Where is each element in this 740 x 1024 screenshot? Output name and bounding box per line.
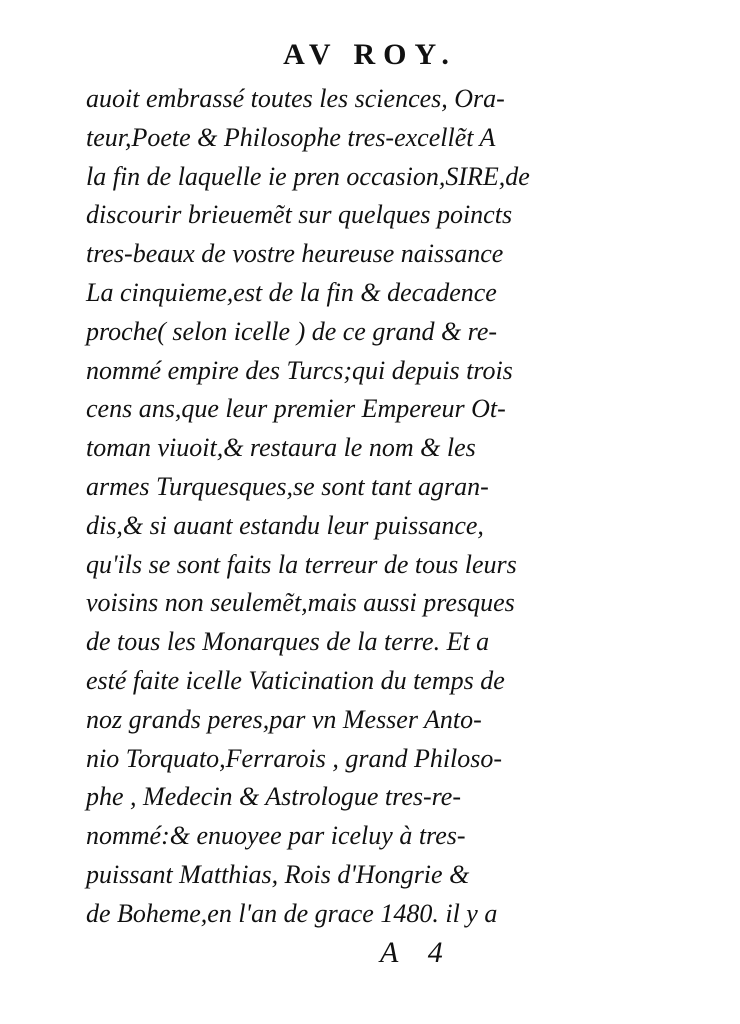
text-line: tres-beaux de vostre heureuse naissance xyxy=(86,239,504,269)
running-head: AV ROY. xyxy=(283,38,457,71)
text-line: discourir brieuemẽt sur quelques poincts xyxy=(86,200,513,230)
text-line: nommé empire des Turcs;qui depuis trois xyxy=(86,355,513,385)
body-text xyxy=(86,80,566,934)
text-line: auoit embrassé toutes les sciences, Ora- xyxy=(86,84,505,113)
text-line: esté faite icelle Vaticination du temps de xyxy=(86,665,505,695)
text-line: qu'ils se sont faits la terreur de tous leurs xyxy=(86,549,517,579)
text-line: armes Turquesques,se sont tant agran- xyxy=(86,471,489,501)
text-line: de Boheme,en l'an de grace 1480. il y a xyxy=(86,898,498,928)
text-line: voisins non seulemẽt,mais aussi presques xyxy=(86,588,515,618)
text-line: cens ans,que leur premier Empereur Ot- xyxy=(86,394,506,424)
text-line: La cinquieme,est de la fin & decadence xyxy=(86,277,497,307)
text-line: teur,Poete & Philosophe tres-excellẽt A xyxy=(86,122,496,152)
text-line: dis,& si auant estandu leur puissance, xyxy=(86,510,484,540)
text-line: phe , Medecin & Astrologue tres-re- xyxy=(86,782,461,812)
text-line: puissant Matthias, Rois d'Hongrie & xyxy=(86,859,470,889)
text-line: toman viuoit,& restaura le nom & les xyxy=(86,433,476,463)
text-line: nommé:& enuoyee par iceluy à tres- xyxy=(86,821,466,851)
text-line: noz grands peres,par vn Messer Anto- xyxy=(86,704,482,734)
text-line: proche( selon icelle ) de ce grand & re- xyxy=(86,316,498,346)
signature-mark: A 4 xyxy=(380,936,443,969)
text-line: de tous les Monarques de la terre. Et a xyxy=(86,627,490,657)
text-line: la fin de laquelle ie pren occasion,SIRE,de xyxy=(86,161,530,191)
text-line: nio Torquato,Ferrarois , grand Philoso- xyxy=(86,743,503,773)
